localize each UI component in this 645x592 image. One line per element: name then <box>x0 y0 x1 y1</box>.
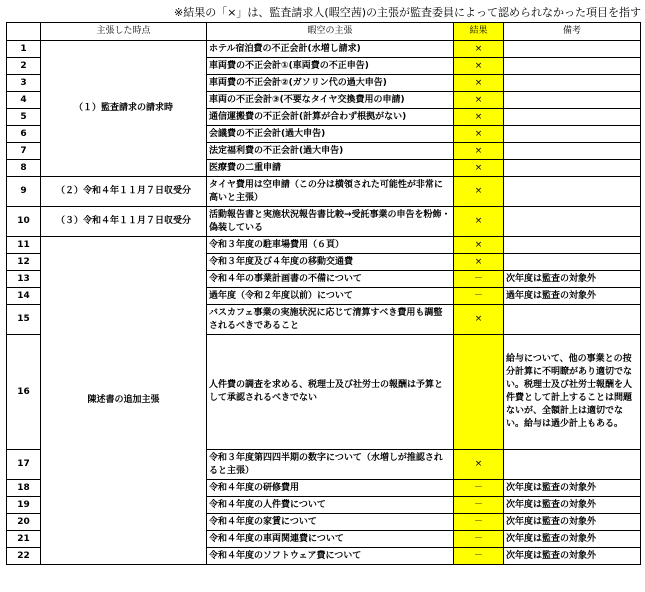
row-number: 4 <box>7 92 41 109</box>
claim-cell: バスカフェ事業の実施状況に応じて清算すべき費用も調整されるべきであること <box>207 305 454 335</box>
remark-cell <box>504 126 641 143</box>
result-cell: × <box>454 58 504 75</box>
row-number: 14 <box>7 288 41 305</box>
remark-cell: 次年度は監査の対象外 <box>504 497 641 514</box>
remark-cell <box>504 160 641 177</box>
claim-cell: 令和４年度の家賃について <box>207 514 454 531</box>
result-cell: × <box>454 450 504 480</box>
row-number: 12 <box>7 254 41 271</box>
row-number: 16 <box>7 335 41 450</box>
claim-cell: 車両の不正会計③(不要なタイヤ交換費用の申請) <box>207 92 454 109</box>
result-cell: － <box>454 480 504 497</box>
result-cell: × <box>454 177 504 207</box>
row-number: 7 <box>7 143 41 160</box>
header-result: 結果 <box>454 23 504 41</box>
remark-cell: 次年度は監査の対象外 <box>504 271 641 288</box>
period-cell: （２）令和４年１１月７日収受分 <box>41 177 207 207</box>
remark-cell <box>504 450 641 480</box>
audit-claims-table <box>6 22 641 565</box>
result-cell: － <box>454 514 504 531</box>
result-cell: － <box>454 497 504 514</box>
header-number <box>7 23 41 41</box>
row-number: 17 <box>7 450 41 480</box>
row-number: 22 <box>7 548 41 565</box>
row-number: 9 <box>7 177 41 207</box>
remark-cell <box>504 92 641 109</box>
remark-cell: 次年度は監査の対象外 <box>504 548 641 565</box>
result-cell: － <box>454 548 504 565</box>
remark-cell <box>504 41 641 58</box>
row-number: 1 <box>7 41 41 58</box>
result-cell: × <box>454 126 504 143</box>
remark-cell: 過年度は監査の対象外 <box>504 288 641 305</box>
row-number: 20 <box>7 514 41 531</box>
remark-cell: 次年度は監査の対象外 <box>504 531 641 548</box>
row-number: 15 <box>7 305 41 335</box>
claim-cell: 令和３年度及び４年度の移動交通費 <box>207 254 454 271</box>
header-period: 主張した時点 <box>41 23 207 41</box>
remark-cell <box>504 237 641 254</box>
result-cell: × <box>454 109 504 126</box>
row-number: 11 <box>7 237 41 254</box>
result-cell: × <box>454 92 504 109</box>
result-cell: × <box>454 160 504 177</box>
table-row <box>7 237 641 254</box>
claim-cell: 令和３年度第四四半期の数字について（水増しが推認されると主張） <box>207 450 454 480</box>
period-cell: 陳述書の追加主張 <box>41 237 207 565</box>
claim-cell: 令和３年度の駐車場費用（６頁） <box>207 237 454 254</box>
header-remarks: 備考 <box>504 23 641 41</box>
result-cell: × <box>454 254 504 271</box>
table-row <box>7 207 641 237</box>
claim-cell: 会議費の不正会計(過大申告) <box>207 126 454 143</box>
result-cell: × <box>454 207 504 237</box>
remark-cell <box>504 207 641 237</box>
claim-cell: 令和４年度のソフトウェア費について <box>207 548 454 565</box>
claim-cell: 車両費の不正会計①(車両費の不正申告) <box>207 58 454 75</box>
row-number: 5 <box>7 109 41 126</box>
claim-cell: 令和４年度の研修費用 <box>207 480 454 497</box>
result-cell: － <box>454 288 504 305</box>
remark-cell: 次年度は監査の対象外 <box>504 514 641 531</box>
period-cell: （３）令和４年１１月７日収受分 <box>41 207 207 237</box>
result-cell: － <box>454 531 504 548</box>
remark-cell <box>504 109 641 126</box>
row-number: 21 <box>7 531 41 548</box>
header-note: ※結果の「×」は、監査請求人(暇空茜)の主張が監査委員によって認められなかった項目を指す <box>173 6 641 19</box>
row-number: 19 <box>7 497 41 514</box>
remark-cell: 給与について、他の事業との按分計算に不明瞭があり適切でない。税理士及び社労士報酬を人件費として計上することは問題ないが、全額計上は適切でない。給与は過少計上もある。 <box>504 335 641 450</box>
result-cell: × <box>454 41 504 58</box>
claim-cell: 令和４年度の人件費について <box>207 497 454 514</box>
row-number: 3 <box>7 75 41 92</box>
remark-cell <box>504 254 641 271</box>
result-cell: － <box>454 271 504 288</box>
claim-cell: 過年度（令和２年度以前）について <box>207 288 454 305</box>
claim-cell: 活動報告書と実施状況報告書比較→受託事業の申告を粉飾・偽装している <box>207 207 454 237</box>
row-number: 2 <box>7 58 41 75</box>
row-number: 6 <box>7 126 41 143</box>
claim-cell: タイヤ費用は空申請（この分は横領された可能性が非常に高いと主張） <box>207 177 454 207</box>
claim-cell: 令和４年の事業計画書の不備について <box>207 271 454 288</box>
claim-cell: 医療費の二重申請 <box>207 160 454 177</box>
remark-cell <box>504 305 641 335</box>
period-cell: （１）監査請求の請求時 <box>41 41 207 177</box>
remark-cell <box>504 75 641 92</box>
result-cell: × <box>454 305 504 335</box>
result-cell: × <box>454 237 504 254</box>
remark-cell: 次年度は監査の対象外 <box>504 480 641 497</box>
row-number: 18 <box>7 480 41 497</box>
header-claim: 暇空の主張 <box>207 23 454 41</box>
row-number: 13 <box>7 271 41 288</box>
remark-cell <box>504 58 641 75</box>
result-cell <box>454 335 504 450</box>
claim-cell: 通信運搬費の不正会計(計算が合わず根拠がない) <box>207 109 454 126</box>
remark-cell <box>504 177 641 207</box>
table-row <box>7 177 641 207</box>
row-number: 10 <box>7 207 41 237</box>
row-number: 8 <box>7 160 41 177</box>
claim-cell: 令和４年度の車両関連費について <box>207 531 454 548</box>
result-cell: × <box>454 75 504 92</box>
claim-cell: 車両費の不正会計②(ガソリン代の過大申告) <box>207 75 454 92</box>
claim-cell: ホテル宿泊費の不正会計(水増し請求) <box>207 41 454 58</box>
table-header-row <box>7 23 641 41</box>
claim-cell: 人件費の調査を求める、税理士及び社労士の報酬は予算として承認されるべきでない <box>207 335 454 450</box>
table-row <box>7 41 641 58</box>
remark-cell <box>504 143 641 160</box>
claim-cell: 法定福利費の不正会計(過大申告) <box>207 143 454 160</box>
result-cell: × <box>454 143 504 160</box>
